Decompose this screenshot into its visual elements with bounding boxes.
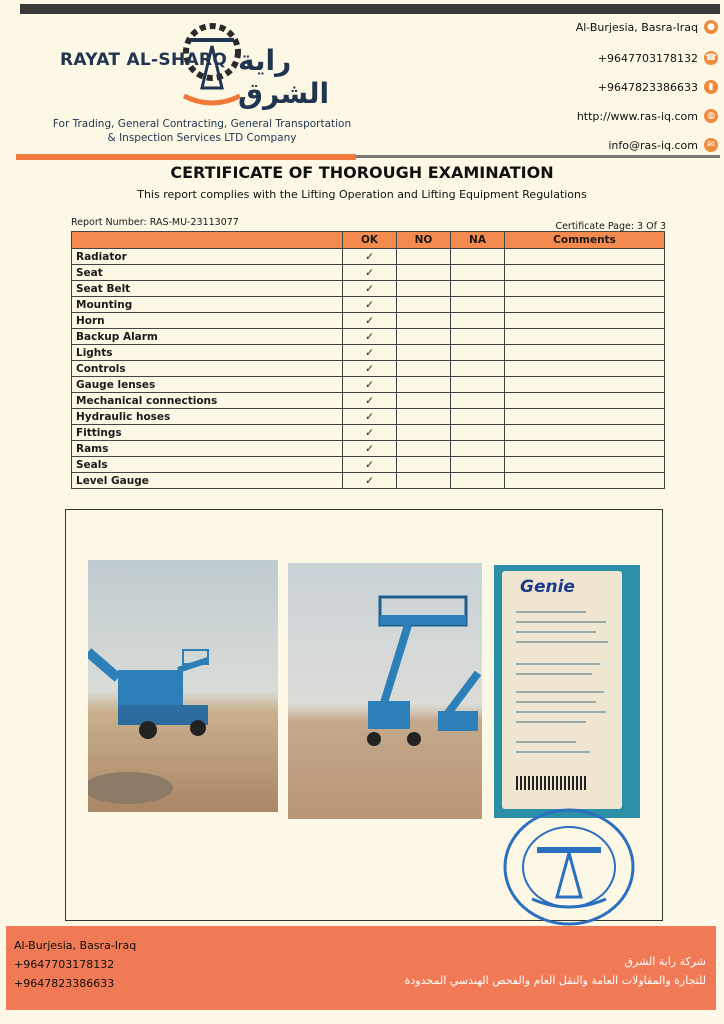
na-cell xyxy=(451,265,505,281)
inspection-item: Controls xyxy=(72,361,343,377)
no-cell xyxy=(397,329,451,345)
inspection-item: Gauge lenses xyxy=(72,377,343,393)
report-number: Report Number: RAS-MU-23113077 xyxy=(71,217,239,228)
header-item xyxy=(72,232,343,249)
comments-cell xyxy=(505,249,665,265)
genie-brand-label: Genie xyxy=(520,577,575,597)
inspection-item: Horn xyxy=(72,313,343,329)
genie-data-plate xyxy=(502,571,622,809)
no-cell xyxy=(397,377,451,393)
contact-email[interactable]: info@ras-iq.com ✉ xyxy=(608,138,718,152)
no-cell xyxy=(397,281,451,297)
table-row xyxy=(72,361,665,377)
table-row xyxy=(72,265,665,281)
na-cell xyxy=(451,441,505,457)
na-cell xyxy=(451,345,505,361)
inspection-item: Radiator xyxy=(72,249,343,265)
table-row xyxy=(72,329,665,345)
logo-text-en: RAYAT AL-SHARQ xyxy=(60,50,228,70)
phone-icon: ☎ xyxy=(705,53,717,63)
header-na: NA xyxy=(451,232,505,249)
table-header-row xyxy=(72,232,665,249)
company-tagline: For Trading, General Contracting, General Transportation & Inspection Services LTD Company xyxy=(52,118,352,144)
ok-cell: ✓ xyxy=(343,265,397,281)
footer-phone1: +9647703178132 xyxy=(14,958,115,971)
header-comments: Comments xyxy=(505,232,665,249)
inspection-item: Seals xyxy=(72,457,343,473)
inspection-item: Rams xyxy=(72,441,343,457)
ok-cell: ✓ xyxy=(343,425,397,441)
ok-cell: ✓ xyxy=(343,473,397,489)
no-cell xyxy=(397,473,451,489)
footer-services-ar: للتجارة والمقاولات العامة والنقل العام والفحص الهندسي المحدودة xyxy=(404,974,706,987)
globe-icon: ◍ xyxy=(704,109,718,123)
footer-contact xyxy=(14,936,136,993)
company-seal-icon xyxy=(502,807,637,927)
inspection-item: Lights xyxy=(72,345,343,361)
contact-phone2: +9647823386633 ▮ xyxy=(598,80,718,94)
table-row xyxy=(72,457,665,473)
na-cell xyxy=(451,425,505,441)
mobile-phone-icon: ▮ xyxy=(704,80,718,94)
table-row xyxy=(72,441,665,457)
ok-cell: ✓ xyxy=(343,329,397,345)
inspection-item: Level Gauge xyxy=(72,473,343,489)
document-subtitle: This report complies with the Lifting Operation and Lifting Equipment Regulations xyxy=(137,188,587,201)
comments-cell xyxy=(505,425,665,441)
na-cell xyxy=(451,281,505,297)
table-row xyxy=(72,393,665,409)
comments-cell xyxy=(505,329,665,345)
page-footer xyxy=(6,926,716,1010)
na-cell xyxy=(451,377,505,393)
na-cell xyxy=(451,361,505,377)
header-no: NO xyxy=(397,232,451,249)
comments-cell xyxy=(505,409,665,425)
table-row xyxy=(72,377,665,393)
no-cell xyxy=(397,393,451,409)
inspection-table xyxy=(71,231,665,489)
inspection-item: Seat Belt xyxy=(72,281,343,297)
no-cell xyxy=(397,361,451,377)
na-cell xyxy=(451,329,505,345)
na-cell xyxy=(451,457,505,473)
ok-cell: ✓ xyxy=(343,393,397,409)
top-bar xyxy=(20,4,720,14)
table-row xyxy=(72,409,665,425)
na-cell xyxy=(451,473,505,489)
comments-cell xyxy=(505,313,665,329)
na-cell xyxy=(451,297,505,313)
logo-text-ar: راية الشرق xyxy=(238,44,330,110)
no-cell xyxy=(397,409,451,425)
comments-cell xyxy=(505,457,665,473)
inspection-item: Seat xyxy=(72,265,343,281)
header-divider xyxy=(356,155,720,158)
table-row xyxy=(72,425,665,441)
table-row xyxy=(72,297,665,313)
header-ok: OK xyxy=(343,232,397,249)
ok-cell: ✓ xyxy=(343,441,397,457)
comments-cell xyxy=(505,473,665,489)
document-title: CERTIFICATE OF THOROUGH EXAMINATION xyxy=(170,163,554,182)
photo-boom-lift-extended xyxy=(288,563,482,819)
certificate-page: Certificate Page: 3 Of 3 xyxy=(555,221,666,232)
na-cell xyxy=(451,313,505,329)
ok-cell: ✓ xyxy=(343,313,397,329)
photo-data-plate xyxy=(494,565,640,818)
no-cell xyxy=(397,249,451,265)
company-logo xyxy=(60,18,360,113)
inspection-item: Fittings xyxy=(72,425,343,441)
table-row xyxy=(72,281,665,297)
inspection-item: Backup Alarm xyxy=(72,329,343,345)
inspection-item: Hydraulic hoses xyxy=(72,409,343,425)
comments-cell xyxy=(505,265,665,281)
ok-cell: ✓ xyxy=(343,345,397,361)
no-cell xyxy=(397,425,451,441)
comments-cell xyxy=(505,441,665,457)
comments-cell xyxy=(505,393,665,409)
table-row xyxy=(72,345,665,361)
contact-website[interactable]: http://www.ras-iq.com ◍ xyxy=(577,109,718,123)
na-cell xyxy=(451,249,505,265)
no-cell xyxy=(397,345,451,361)
comments-cell xyxy=(505,345,665,361)
ok-cell: ✓ xyxy=(343,377,397,393)
ok-cell: ✓ xyxy=(343,249,397,265)
no-cell xyxy=(397,457,451,473)
photo-boom-lift-side xyxy=(88,560,278,812)
location-pin-icon: ● xyxy=(704,20,718,34)
ok-cell: ✓ xyxy=(343,409,397,425)
na-cell xyxy=(451,409,505,425)
table-row xyxy=(72,249,665,265)
comments-cell xyxy=(505,377,665,393)
table-row xyxy=(72,473,665,489)
ok-cell: ✓ xyxy=(343,281,397,297)
na-cell xyxy=(451,393,505,409)
envelope-icon: ✉ xyxy=(704,138,718,152)
no-cell xyxy=(397,313,451,329)
no-cell xyxy=(397,265,451,281)
no-cell xyxy=(397,441,451,457)
contact-phone1: +9647703178132 ☎ xyxy=(597,51,717,65)
ok-cell: ✓ xyxy=(343,361,397,377)
footer-company-name-ar: شركة راية الشرق xyxy=(624,955,706,968)
boom-lift-extended-icon xyxy=(288,563,482,819)
ok-cell: ✓ xyxy=(343,297,397,313)
ok-cell: ✓ xyxy=(343,457,397,473)
footer-phone2: +9647823386633 xyxy=(14,977,115,990)
footer-address: Al-Burjesia, Basra-Iraq xyxy=(14,939,137,952)
inspection-item: Mounting xyxy=(72,297,343,313)
header-divider-accent xyxy=(16,154,356,160)
footer-company-ar xyxy=(405,952,706,990)
no-cell xyxy=(397,297,451,313)
comments-cell xyxy=(505,297,665,313)
table-row xyxy=(72,313,665,329)
comments-cell xyxy=(505,361,665,377)
barcode xyxy=(516,776,586,790)
inspection-item: Mechanical connections xyxy=(72,393,343,409)
comments-cell xyxy=(505,281,665,297)
boom-lift-icon xyxy=(88,560,278,812)
contact-address: Al-Burjesia, Basra-Iraq ● xyxy=(576,20,718,34)
